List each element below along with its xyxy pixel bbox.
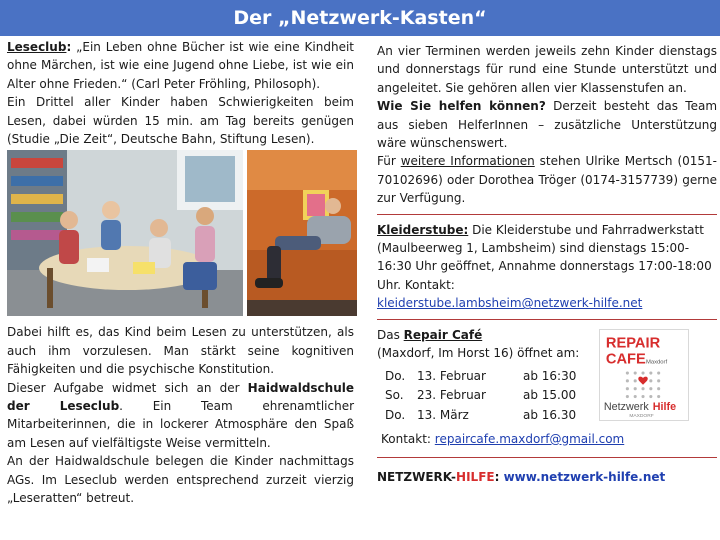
repair-cafe-dates [385,367,593,427]
divider-2 [377,319,717,320]
leseclub-stat: Ein Drittel aller Kinder haben Schwierigkeiten beim Lesen, dabei würden 15 min. am Tag bereits genügen (Studie „Die Zeit“, Deutsche Bahn, Stiftung Lesen). [7,95,354,147]
kleiderstube-email-link[interactable]: kleiderstube.lambsheim@netzwerk-hilfe.net [377,296,643,311]
leseclub-para-2: Dieser Aufgabe widmet sich an der Haidwaldschule der Leseclub. Ein Team ehrenamtlicher Mitarbeiterinnen, die in lockerer Atmosphäre den Spaß am Lesen auf vielfältigste Weise vermitteln. [7,380,355,450]
leseclub-intro: An vier Terminen werden jeweils zehn Kinder dienstags und donnerstags für rund eine Stunde unterstützt und angeleitet. Sie gehören allen vier Klassenstufen an. [377,44,717,95]
kleiderstube-paragraph: Kleiderstube: Die Kleiderstube und Fahrradwerkstatt (Maulbeerweg 1, Lambsheim) sind dienstags 15:00-16:30 Uhr geöffnet, Annahme donnerstags 17:00-18:00 Uhr. Kontakt: [377,222,712,292]
leseclub-classroom-photo [7,150,243,316]
table-row: So. 23. Februar ab 15.00 [385,388,577,403]
leseclub-para-3: An der Haidwaldschule belegen die Kinder nachmittags AGs. Im Leseclub werden entsprechend zurzeit vierzig „Leseratten“ betreut. [7,454,354,506]
repair-cafe-label: Repair Café [403,327,483,342]
leseclub-quote: Leseclub: „Ein Leben ohne Bücher ist wie eine Kindheit ohne Märchen, ist wie eine Jugend ohne Liebe, ist wie ein Alter ohne Frieden.“ (Carl Peter Fröhling, Philosoph). [7,40,354,91]
help-label: Wie Sie helfen können? [377,99,546,114]
repair-cafe-section [377,326,717,451]
page-header [0,0,720,36]
repair-cafe-email-link[interactable]: repaircafe.maxdorf@gmail.com [434,431,625,446]
right-column [377,42,717,486]
divider-3 [377,457,717,458]
heart-icon [638,376,647,384]
table-row: Do. 13. März ab 16.30 [385,408,577,423]
divider-1 [377,214,717,215]
leseclub-sofa-photo [247,150,357,316]
left-column [7,38,354,508]
svg-text:Maxdorf: Maxdorf [645,358,668,365]
footer: NETZWERK-HILFE: www.netzwerk-hilfe.net [377,469,666,484]
svg-text:REPAIR: REPAIR [605,335,661,352]
leseclub-label: Leseclub [7,40,67,54]
table-row: Do. 13. Februar ab 16:30 [385,368,577,383]
repair-cafe-text: Das Repair Café (Maxdorf, Im Horst 16) öffnet am: Do. 13. Februar ab 16:30 So. 23. Februar ab 15.00 Do. 13. März ab 16.30 [377,326,602,427]
info-link[interactable]: weitere Informationen [400,154,535,169]
photo-row [7,150,354,318]
leseclub-para-1: Dabei hilft es, das Kind beim Lesen zu unterstützen, als auch ihm vorzulesen. Man stärkt seine kognitiven Fähigkeiten und die psychische Konstitution. [7,325,354,377]
repair-cafe-logo [599,329,689,421]
footer-web-link[interactable]: www.netzwerk-hilfe.net [503,469,666,484]
repair-cafe-address: (Maxdorf, Im Horst 16) öffnet am: [377,346,580,361]
info-paragraph: Für weitere Informationen stehen Ulrike Mertsch (0151-70102696) oder Dorothea Tröger (0174-3157739) gerne zur Verfügung. [377,154,717,206]
page-title: Der „Netzwerk-Kasten“ [233,7,487,29]
svg-text:Hilfe: Hilfe [652,400,677,413]
svg-text:CAFE: CAFE [605,350,646,367]
svg-text:MAXDORF: MAXDORF [629,413,654,419]
repair-cafe-contact: Kontakt: repaircafe.maxdorf@gmail.com [381,431,625,446]
help-paragraph: Wie Sie helfen können? Derzeit besteht das Team aus sieben HelferInnen – zusätzliche Unterstützung wäre wünschenswert. [377,99,718,151]
kleiderstube-label: Kleiderstube: [377,222,469,237]
svg-text:Netzwerk: Netzwerk [603,400,649,413]
